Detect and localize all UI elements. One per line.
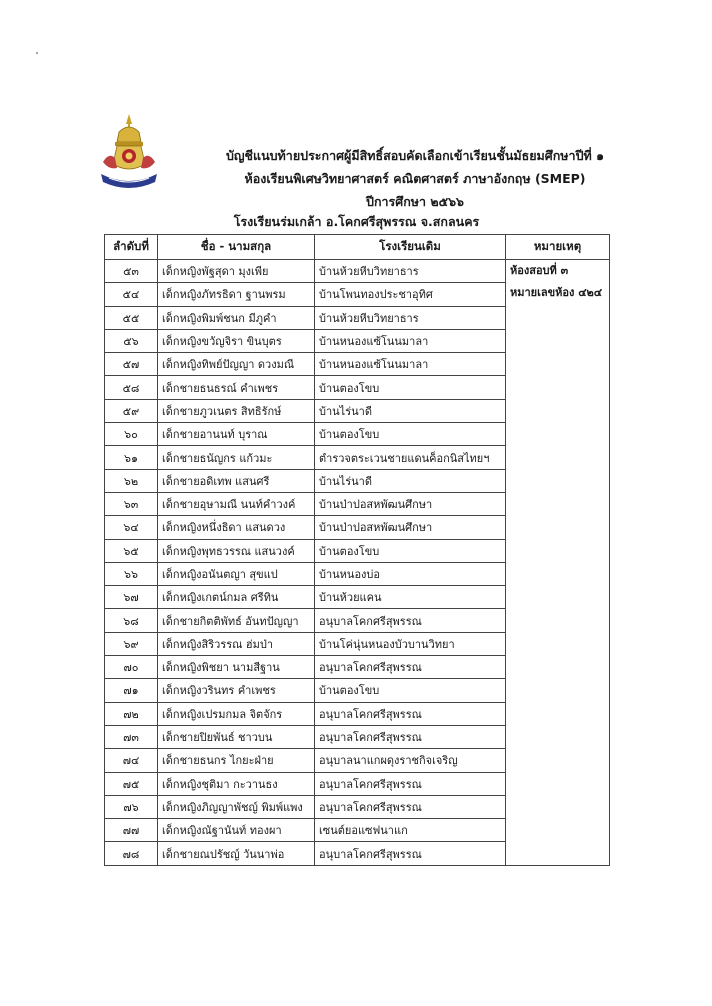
row-number: ๕๓ bbox=[105, 260, 158, 283]
former-school: อนุบาลโคกศรีสุพรรณ bbox=[315, 795, 506, 818]
row-number: ๖๖ bbox=[105, 562, 158, 585]
scan-speck bbox=[36, 52, 38, 54]
former-school: ตำรวจตระเวนชายแดนค็อกนิสไทยฯ bbox=[315, 446, 506, 469]
former-school: บ้านตองโขบ bbox=[315, 376, 506, 399]
row-number: ๕๙ bbox=[105, 399, 158, 422]
former-school: บ้านห้วยหีบวิทยาธาร bbox=[315, 306, 506, 329]
school-title: โรงเรียนร่มเกล้า อ.โคกศรีสุพรรณ จ.สกลนคร bbox=[233, 214, 480, 229]
student-name: เด็กชายกิตติพัทธ์ อันทปัญญา bbox=[158, 609, 315, 632]
student-name: เด็กหญิงสิริวรรณ ฮ่มป่า bbox=[158, 632, 315, 655]
row-number: ๕๘ bbox=[105, 376, 158, 399]
former-school: อนุบาลโคกศรีสุพรรณ bbox=[315, 702, 506, 725]
remark-cell bbox=[506, 260, 610, 866]
row-number: ๗๕ bbox=[105, 772, 158, 795]
row-number: ๗๗ bbox=[105, 819, 158, 842]
student-name: เด็กชายอุษามณี นนท์คำวงค์ bbox=[158, 492, 315, 515]
former-school: อนุบาลโคกศรีสุพรรณ bbox=[315, 656, 506, 679]
row-number: ๗๘ bbox=[105, 842, 158, 865]
row-number: ๕๖ bbox=[105, 329, 158, 352]
former-school: บ้านไร่นาดี bbox=[315, 399, 506, 422]
student-name: เด็กหญิงทิพย์ปัญญา ดวงมณี bbox=[158, 353, 315, 376]
student-name: เด็กชายอานนท์ บุราณ bbox=[158, 423, 315, 446]
header-no: ลำดับที่ bbox=[105, 235, 158, 260]
former-school: อนุบาลโคกศรีสุพรรณ bbox=[315, 842, 506, 865]
header-remark: หมายเหตุ bbox=[506, 235, 610, 260]
former-school: บ้านหนองแซ้โนนมาลา bbox=[315, 353, 506, 376]
table-body bbox=[105, 260, 610, 866]
row-number: ๗๒ bbox=[105, 702, 158, 725]
exam-room: ห้องสอบที่ ๓ bbox=[510, 264, 569, 277]
former-school: บ้านตองโขบ bbox=[315, 423, 506, 446]
document-header bbox=[175, 144, 655, 213]
row-number: ๗๐ bbox=[105, 656, 158, 679]
former-school: บ้านหนองแซ้โนนมาลา bbox=[315, 329, 506, 352]
table-row bbox=[105, 260, 610, 283]
former-school: บ้านหนองบ่อ bbox=[315, 562, 506, 585]
former-school: บ้านห้วยแคน bbox=[315, 586, 506, 609]
candidate-table bbox=[104, 234, 610, 866]
student-name: เด็กหญิงหนึ่งธิดา แสนดวง bbox=[158, 516, 315, 539]
row-number: ๕๔ bbox=[105, 283, 158, 306]
student-name: เด็กหญิงอนันตญา สุขแป bbox=[158, 562, 315, 585]
row-number: ๖๙ bbox=[105, 632, 158, 655]
former-school: อนุบาลนาแกผดุงราชกิจเจริญ bbox=[315, 749, 506, 772]
row-number: ๖๓ bbox=[105, 492, 158, 515]
student-name: เด็กชายณปรัชญ์ วันนาพ่อ bbox=[158, 842, 315, 865]
former-school: บ้านไร่นาดี bbox=[315, 469, 506, 492]
student-name: เด็กหญิงณัฐานันท์ ทองผา bbox=[158, 819, 315, 842]
student-name: เด็กชายธนกร ไกยะฝ่าย bbox=[158, 749, 315, 772]
former-school: บ้านโพนทองประชาอุทิศ bbox=[315, 283, 506, 306]
row-number: ๕๗ bbox=[105, 353, 158, 376]
former-school: บ้านห้วยหีบวิทยาธาร bbox=[315, 260, 506, 283]
student-name: เด็กชายธนัญกร แก้วมะ bbox=[158, 446, 315, 469]
former-school: บ้านโค่นุ่นหนองบัวบานวิทยา bbox=[315, 632, 506, 655]
student-name: เด็กชายอดิเทพ แสนศรี bbox=[158, 469, 315, 492]
student-name: เด็กหญิงภิญญาพัชญ์ พิมพ์แพง bbox=[158, 795, 315, 818]
former-school: บ้านป่าปอสหพัฒนศึกษา bbox=[315, 492, 506, 515]
table-header-row bbox=[105, 235, 610, 260]
student-name: เด็กหญิงพิชยา นามสีฐาน bbox=[158, 656, 315, 679]
former-school: อนุบาลโคกศรีสุพรรณ bbox=[315, 609, 506, 632]
student-name: เด็กหญิงขวัญจิรา ขินบุตร bbox=[158, 329, 315, 352]
student-name: เด็กหญิงเปรมกมล จิตจักร bbox=[158, 702, 315, 725]
student-name: เด็กชายธนธรณ์ คำเพชร bbox=[158, 376, 315, 399]
row-number: ๖๐ bbox=[105, 423, 158, 446]
former-school: อนุบาลโคกศรีสุพรรณ bbox=[315, 725, 506, 748]
school-emblem-logo bbox=[97, 112, 161, 194]
student-name: เด็กหญิงวรินทร คำเพชร bbox=[158, 679, 315, 702]
row-number: ๗๑ bbox=[105, 679, 158, 702]
student-name: เด็กชายภูวเนตร สิทธิรักษ์ bbox=[158, 399, 315, 422]
student-name: เด็กหญิงภัทรธิดา ฐานพรม bbox=[158, 283, 315, 306]
student-name: เด็กหญิงเกตน์กมล ศรีทิน bbox=[158, 586, 315, 609]
row-number: ๖๕ bbox=[105, 539, 158, 562]
header-school: โรงเรียนเดิม bbox=[315, 235, 506, 260]
room-number: หมายเลขห้อง ๔๒๔ bbox=[510, 286, 603, 299]
row-number: ๗๖ bbox=[105, 795, 158, 818]
former-school: อนุบาลโคกศรีสุพรรณ bbox=[315, 772, 506, 795]
former-school: เซนต์ยอแซฟนาแก bbox=[315, 819, 506, 842]
student-name: เด็กหญิงชุติมา กะวานธง bbox=[158, 772, 315, 795]
row-number: ๖๒ bbox=[105, 469, 158, 492]
header-line-3: ปีการศึกษา ๒๕๖๖ bbox=[366, 194, 464, 209]
row-number: ๖๘ bbox=[105, 609, 158, 632]
row-number: ๖๔ bbox=[105, 516, 158, 539]
former-school: บ้านตองโขบ bbox=[315, 539, 506, 562]
row-number: ๖๗ bbox=[105, 586, 158, 609]
row-number: ๖๑ bbox=[105, 446, 158, 469]
student-name: เด็กหญิงพุทธวรรณ แสนวงค์ bbox=[158, 539, 315, 562]
row-number: ๗๔ bbox=[105, 749, 158, 772]
former-school: บ้านตองโขบ bbox=[315, 679, 506, 702]
header-line-2: ห้องเรียนพิเศษวิทยาศาสตร์ คณิตศาสตร์ ภาษาอังกฤษ (SMEP) bbox=[244, 171, 586, 186]
header-name: ชื่อ - นามสกุล bbox=[158, 235, 315, 260]
row-number: ๕๕ bbox=[105, 306, 158, 329]
header-line-1: บัญชีแนบท้ายประกาศผู้มีสิทธิ์สอบคัดเลือกเข้าเรียนชั้นมัธยมศึกษาปีที่ ๑ bbox=[225, 148, 605, 163]
former-school: บ้านป่าปอสหพัฒนศึกษา bbox=[315, 516, 506, 539]
student-name: เด็กหญิงพิมพ์ชนก มีภูคำ bbox=[158, 306, 315, 329]
student-name: เด็กหญิงพัฐสุดา มุงเพีย bbox=[158, 260, 315, 283]
student-name: เด็กชายปิยพันธ์ ชาวบน bbox=[158, 725, 315, 748]
row-number: ๗๓ bbox=[105, 725, 158, 748]
